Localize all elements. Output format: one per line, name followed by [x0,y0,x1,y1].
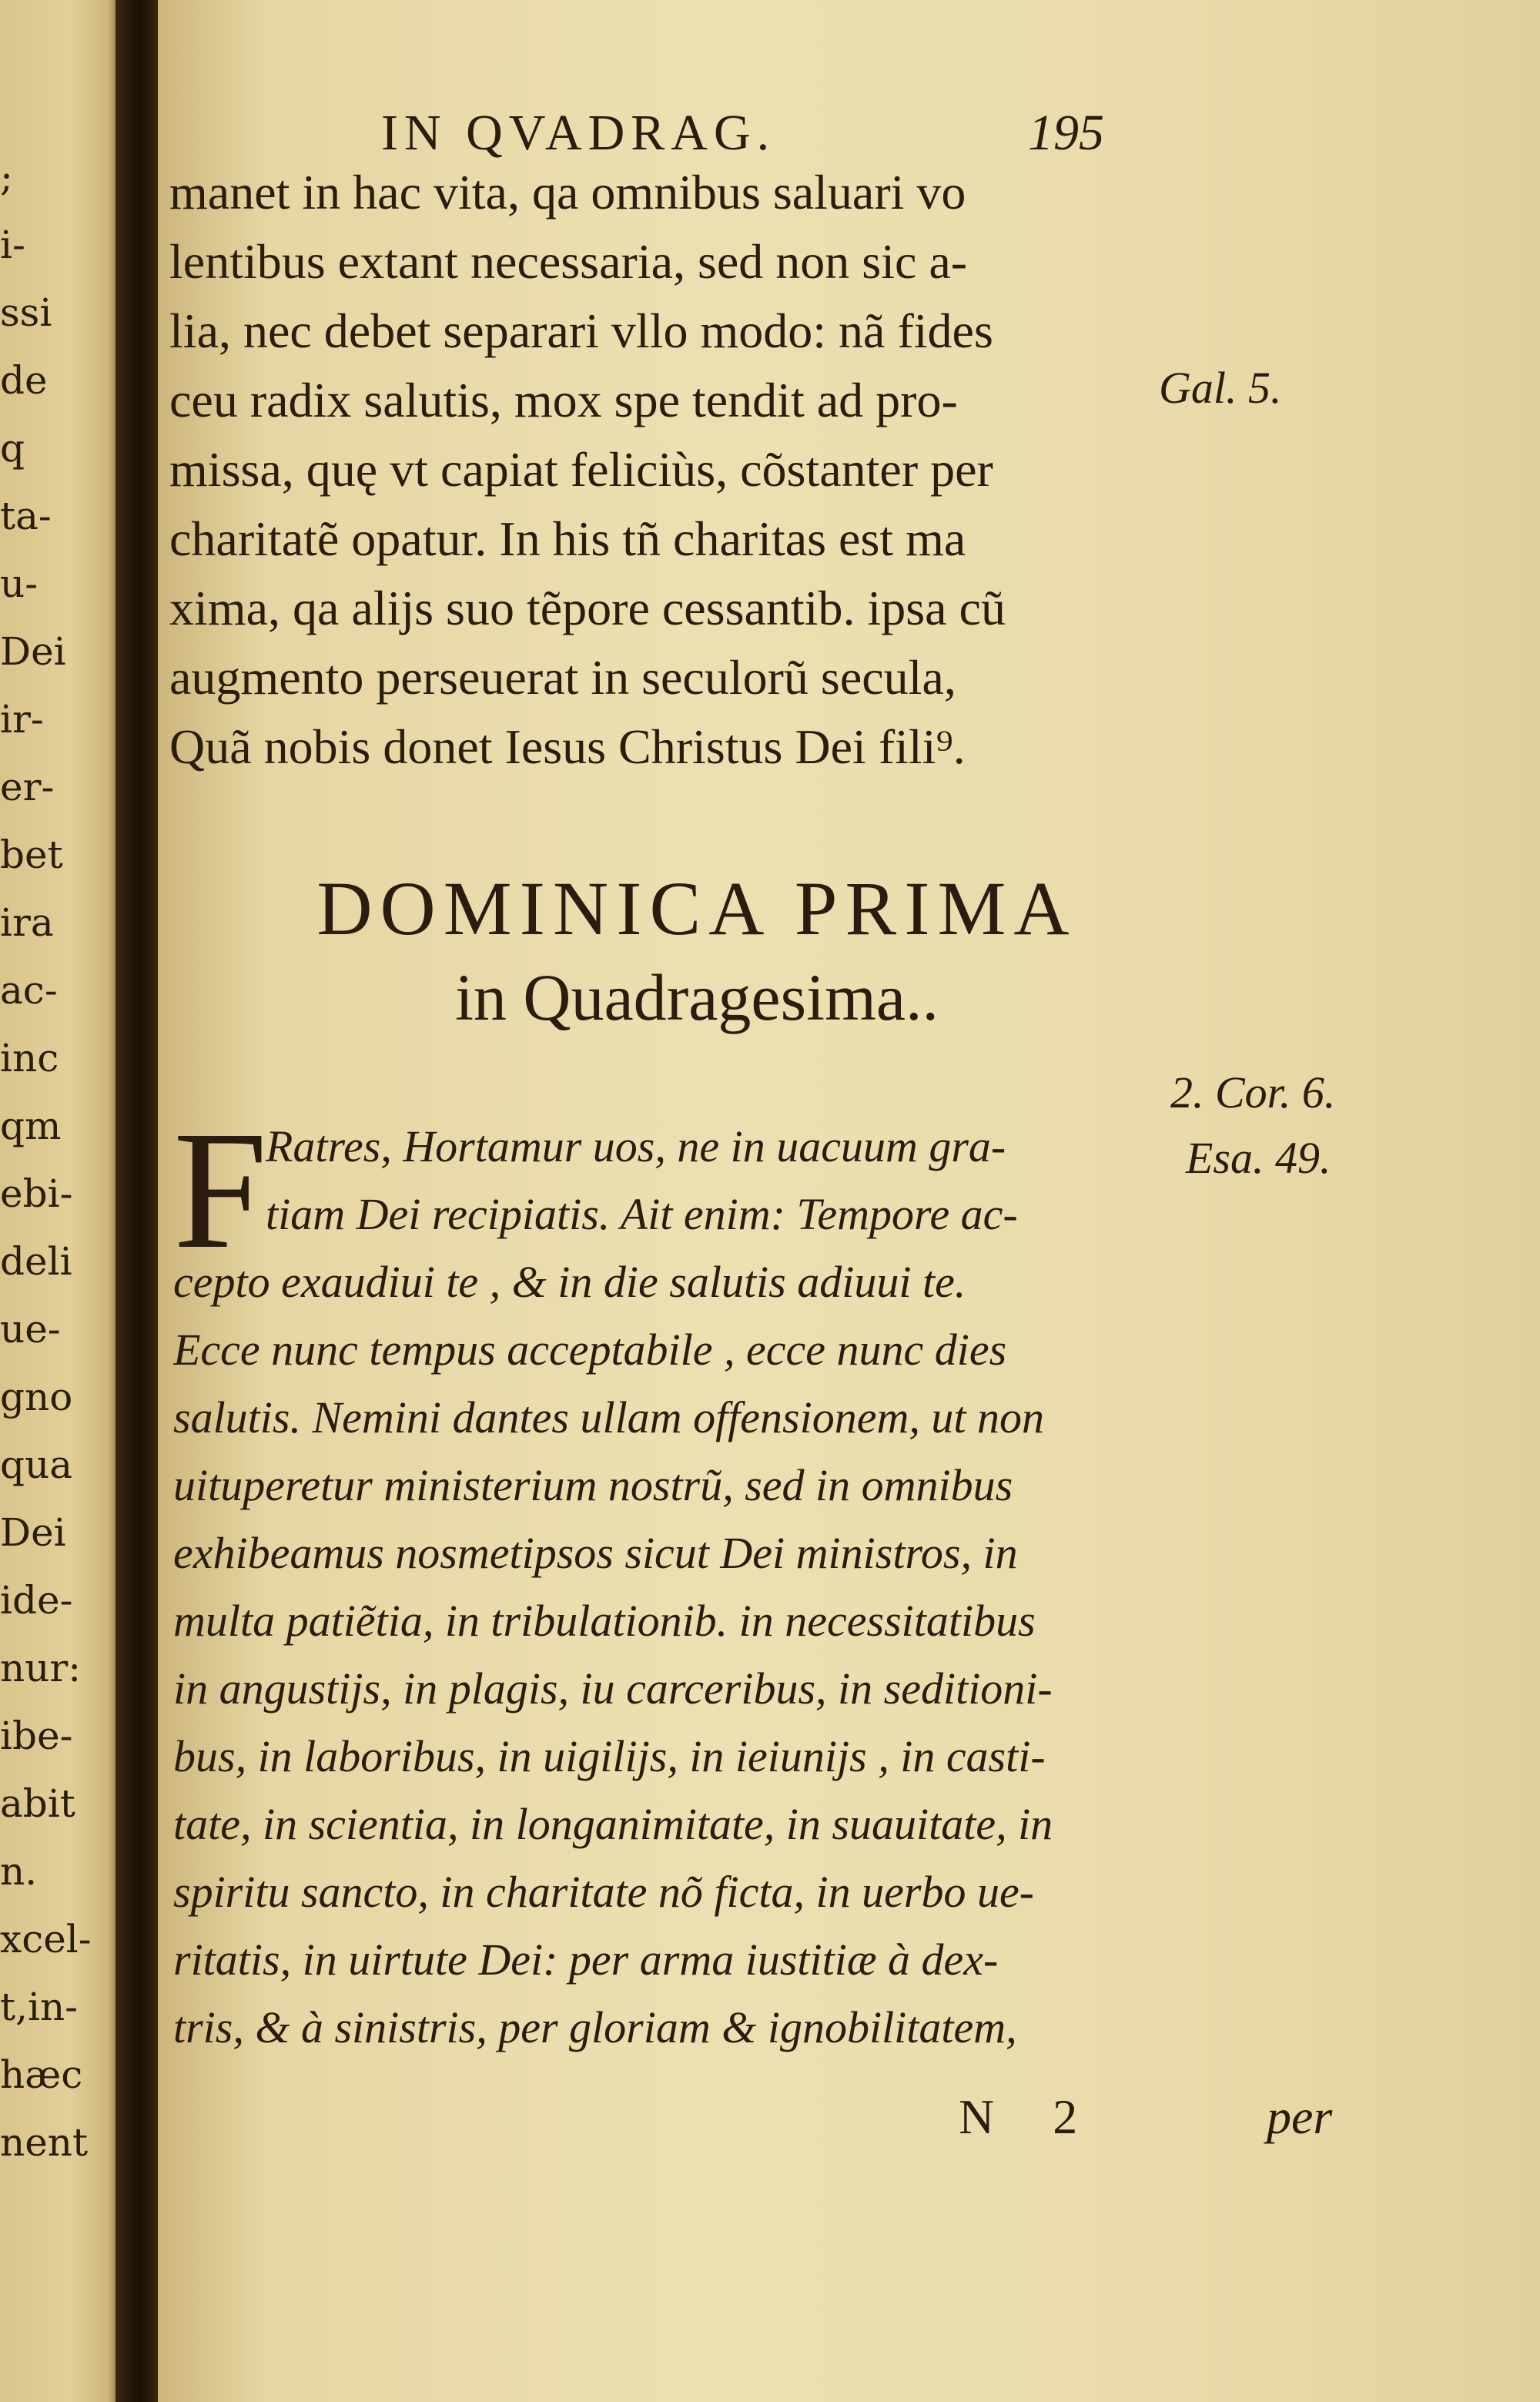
epistle-line: Ecce nunc tempus acceptabile , ecce nunc dies [173,1325,1007,1375]
margin-note-esa: Esa. 49. [1186,1133,1331,1183]
signature-mark: N 2 [959,2089,1101,2144]
left-page-fragment: er- [0,765,55,809]
left-page-fragment: ide- [0,1578,73,1623]
left-page-fragment: gno [0,1375,73,1419]
page-footer [789,2089,1333,2158]
epistle-line: spiritu sancto, in charitate nõ ficta, in uerbo ue- [173,1867,1035,1917]
left-page-fragment: ac- [0,968,58,1013]
epistle-line: cepto exaudiui te , & in die salutis adiuui te. [173,1257,966,1307]
left-page-fragment: qm [0,1104,62,1148]
left-page-fragment: Dei [0,1510,66,1555]
left-page-fragment: deli [0,1239,72,1284]
left-page-fragment: u- [0,561,38,606]
text-line: charitatẽ opatur. In his tñ charitas est ma [169,511,966,566]
text-line: missa, quę vt capiat feliciùs, cõstanter per [169,442,993,497]
left-page-fragment: ; [0,155,13,199]
left-page-fragment: i- [0,223,25,267]
running-head: IN QVADRAG. [381,105,776,161]
text-line: manet in hac vita, qa omnibus saluari vo [169,165,966,219]
left-page-fragment: bet [0,832,63,877]
page-number: 195 [1028,105,1104,161]
epistle-line: salutis. Nemini dantes ullam offensionem, ut non [173,1392,1044,1442]
page-header [381,104,1382,166]
epistle-line: ritatis, in uirtute Dei: per arma iustitiæ à dex- [173,1935,999,1985]
heading-subtitle: in Quadragesima.. [454,960,939,1034]
text-line: augmento perseuerat in seculorũ secula, [169,650,956,705]
left-page-fragment: n. [0,1849,38,1894]
epistle-line: uituperetur ministerium nostrũ, sed in omnibus [173,1460,1013,1510]
left-page-fragment: ibe- [0,1714,73,1758]
left-page-fragment: ta- [0,494,52,538]
left-page-fragment: nur: [0,1646,82,1690]
left-page-fragment: xcel- [0,1917,92,1961]
left-page-fragment: ebi- [0,1171,73,1216]
left-page-fragment: qua [0,1442,73,1487]
left-page-fragment: abit [0,1781,75,1826]
epistle-line: tiam Dei recipiatis. Ait enim: Tempore ac- [266,1189,1018,1239]
text-line: lentibus extant necessaria, sed non sic a- [169,234,968,289]
left-page-fragment: ira [0,900,54,945]
text-line: Quã nobis donet Iesus Christus Dei fili⁹. [169,719,966,774]
epistle-line: Ratres, Hortamur uos, ne in uacuum gra- [266,1121,1006,1171]
left-page-fragment: Dei [0,629,66,674]
heading-title: DOMINICA PRIMA [316,866,1077,951]
catchword: per [1267,2089,1333,2144]
left-page-fragment: inc [0,1036,59,1080]
drop-cap: F [173,1096,268,1284]
margin-note-gal: Gal. 5. [1159,363,1282,413]
epistle-line: in angustijs, in plagis, iu carceribus, in seditioni- [173,1663,1053,1714]
left-page-fragment: hæc [0,2052,83,2097]
left-page-fragment: ir- [0,697,44,742]
margin-note-cor: 2. Cor. 6. [1170,1067,1336,1117]
epistle-lines [173,1096,1197,2062]
epistle-line: exhibeamus nosmetipsos sicut Dei ministros, in [173,1528,1018,1578]
epistle-line: bus, in laboribus, in uigilijs, in ieiunijs , in casti- [173,1731,1046,1781]
left-page-fragment: de [0,358,48,403]
epistle-line: multa patiẽtia, in tribulationib. in necessitatibus [173,1596,1036,1646]
book-page [158,0,1540,2402]
epistle-text [173,1096,1197,2062]
text-line: ceu radix salutis, mox spe tendit ad pro- [169,373,958,427]
left-page-fragment: nent [0,2120,89,2165]
left-page-fragment: ue- [0,1307,61,1352]
left-page-fragment: q [0,426,25,471]
text-line: lia, nec debet separari vllo modo: nã fides [169,303,993,358]
section-heading [235,863,1159,1040]
left-page-edge [0,0,127,2402]
left-page-fragment: ssi [0,290,52,335]
left-page-fragment: t,in- [0,1985,79,2029]
text-line: xima, qa alijs suo tẽpore cessantib. ipsa cũ [169,581,1006,635]
body-text [158,158,1194,782]
epistle-line: tate, in scientia, in longanimitate, in suauitate, in [173,1799,1053,1849]
epistle-line: tris, & à sinistris, per gloriam & ignobilitatem, [173,2002,1017,2052]
